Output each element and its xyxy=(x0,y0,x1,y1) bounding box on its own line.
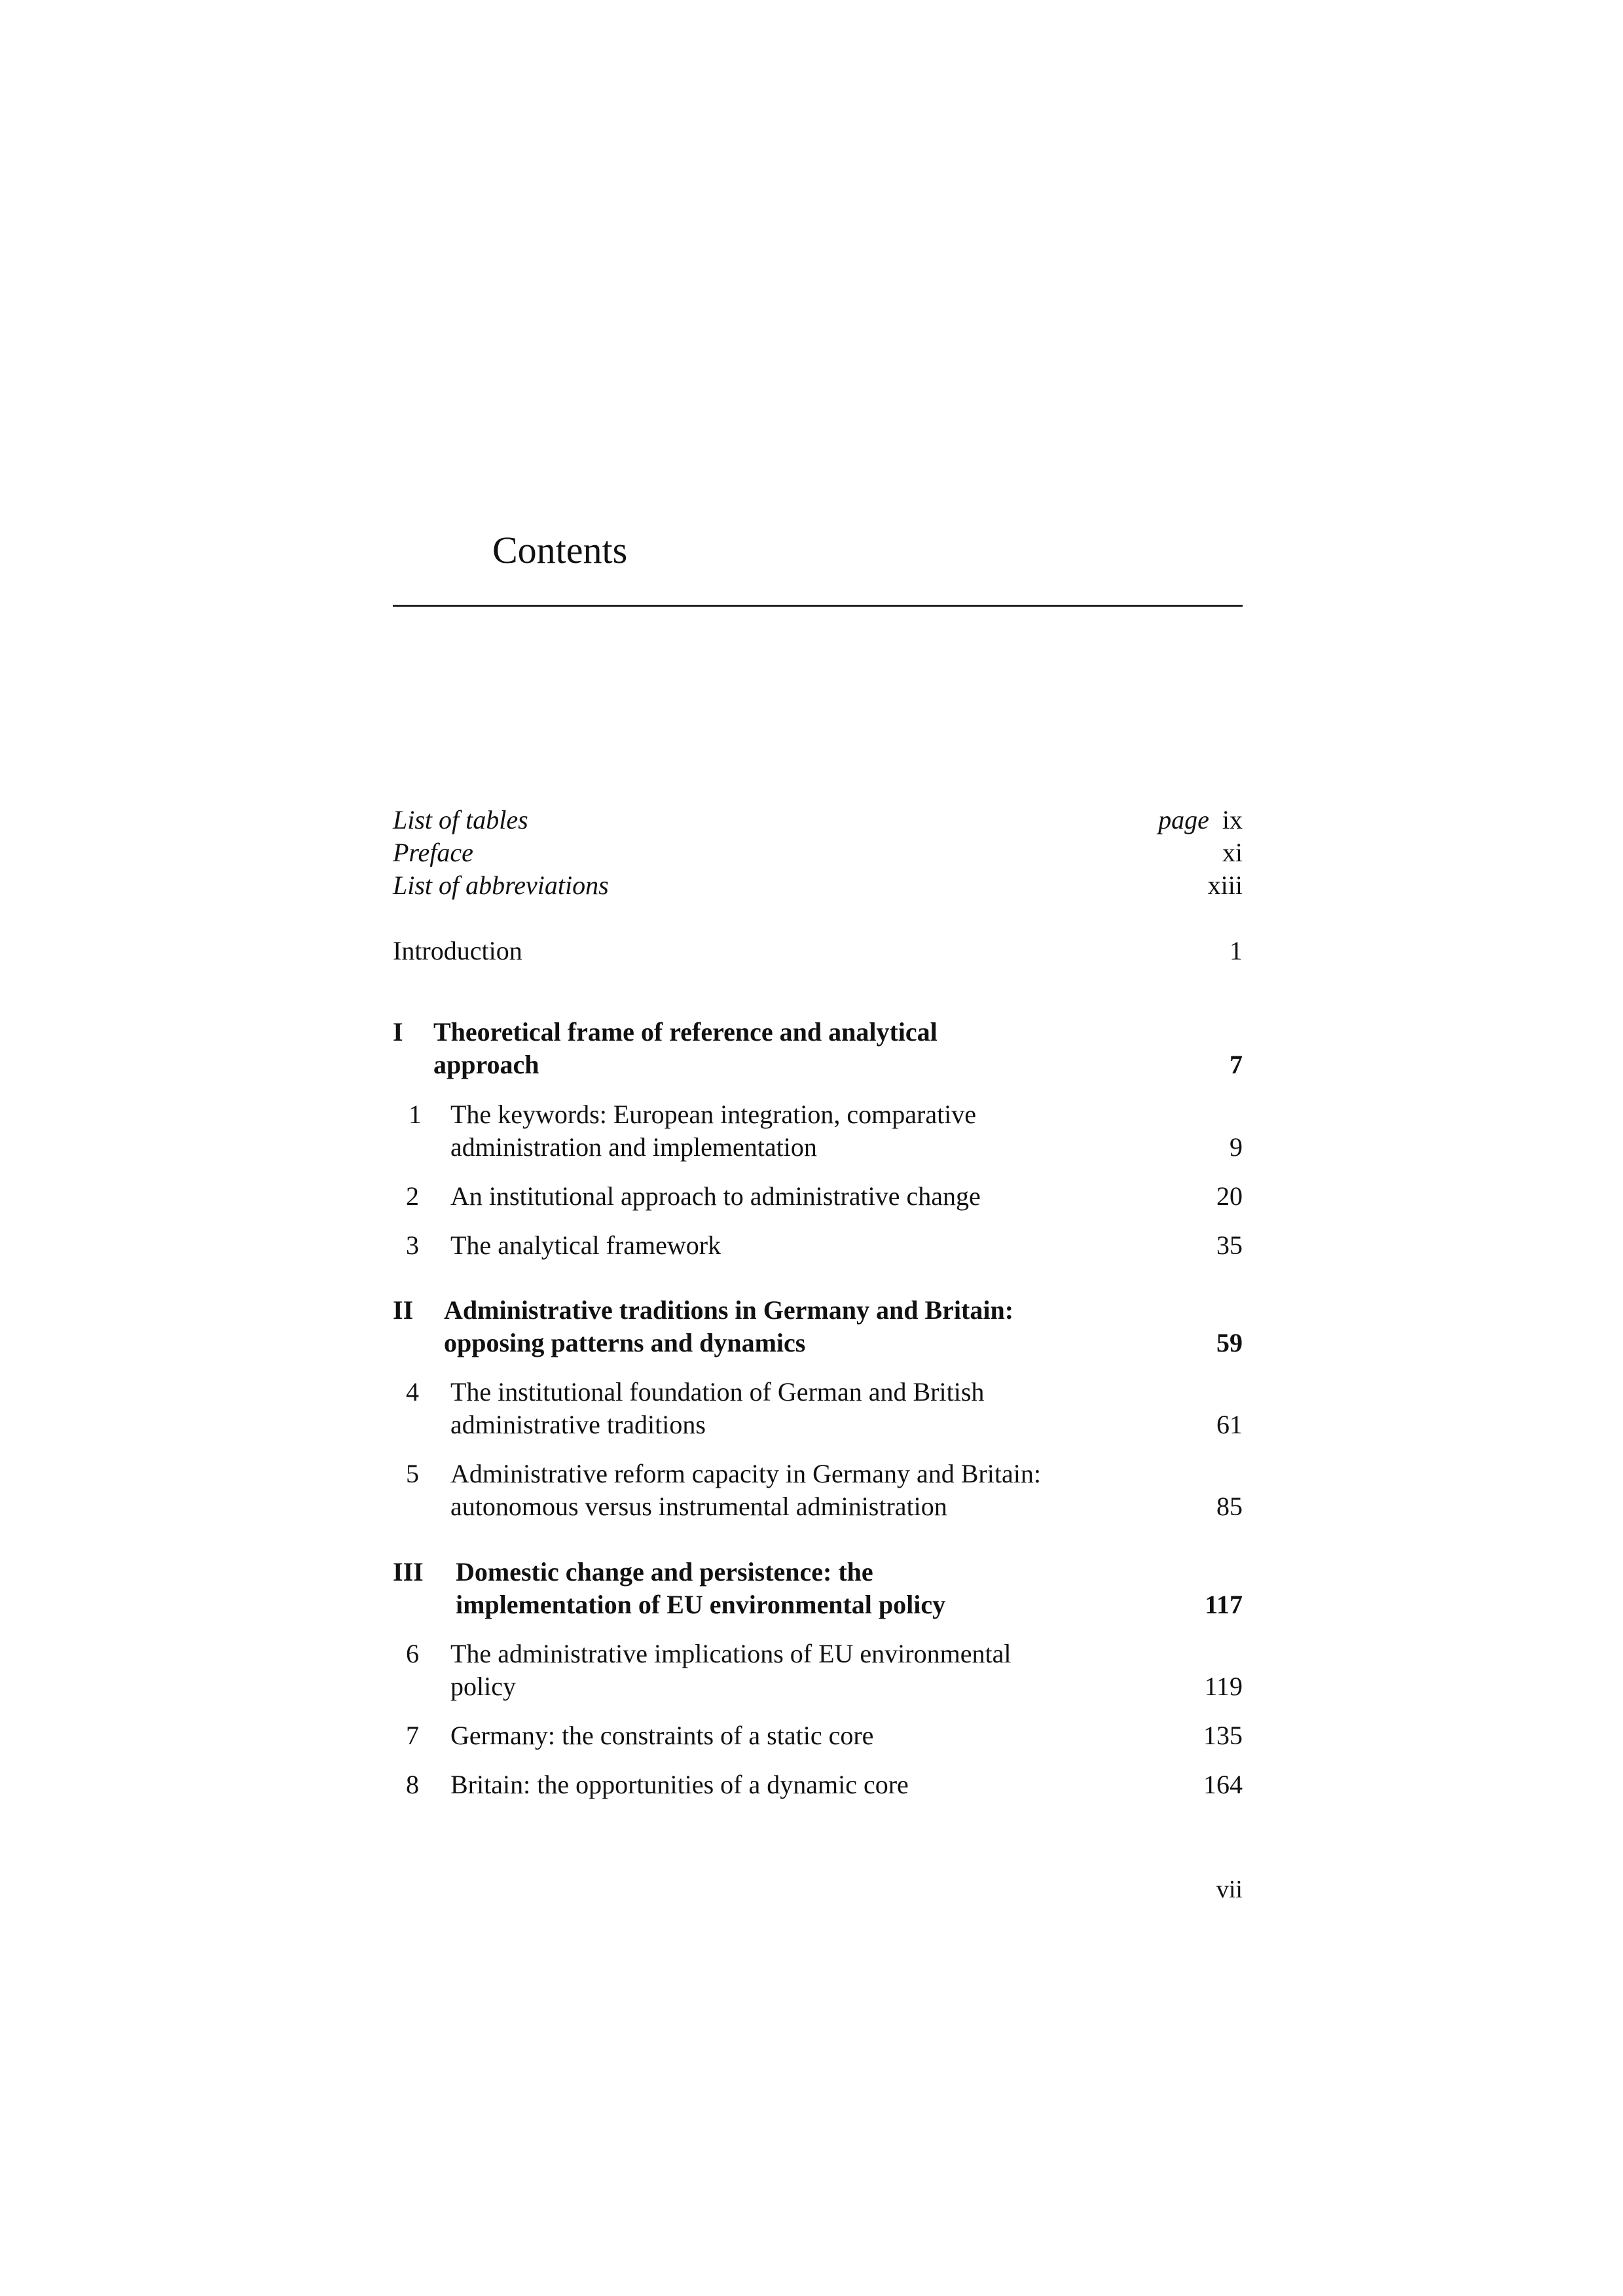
chapter-number: 3 xyxy=(406,1230,419,1260)
chapter-title-line: Germany: the constraints of a static core xyxy=(450,1721,874,1750)
chapter-title-line: The analytical framework xyxy=(450,1230,721,1260)
toc-chapter-entry-cont[interactable] xyxy=(393,1490,1243,1523)
toc-part-heading-cont[interactable] xyxy=(393,1327,1243,1359)
chapter-title-line: Britain: the opportunities of a dynamic core xyxy=(450,1770,909,1799)
page-prefix: page xyxy=(1158,805,1209,834)
page-number: ix xyxy=(1222,805,1243,834)
chapter-title-line: The keywords: European integration, comparative xyxy=(450,1100,977,1129)
toc-entry-page: 20 xyxy=(1216,1181,1243,1211)
toc-entry-list-of-abbreviations[interactable] xyxy=(393,869,1243,902)
chapter-number: 8 xyxy=(406,1770,419,1799)
chapter-number: 6 xyxy=(406,1639,419,1668)
toc-part-heading-cont[interactable] xyxy=(393,1588,1243,1621)
chapter-number: 2 xyxy=(406,1181,419,1211)
toc-part-heading[interactable] xyxy=(393,1294,1243,1327)
toc-chapter-entry[interactable] xyxy=(393,1719,1243,1752)
toc-part-heading[interactable] xyxy=(393,1016,1243,1049)
part-numeral: III xyxy=(393,1557,424,1587)
toc-entry-page: xiii xyxy=(1207,870,1243,900)
chapter-title-line: The institutional foundation of German and British xyxy=(450,1377,985,1407)
toc-entry-page xyxy=(1158,804,1243,836)
chapter-title-line: An institutional approach to administrative change xyxy=(450,1181,981,1211)
chapter-number: 5 xyxy=(406,1459,419,1488)
part-title-line: approach xyxy=(433,1050,539,1079)
toc-entry-page: 164 xyxy=(1203,1770,1243,1799)
toc-chapter-entry-cont[interactable] xyxy=(393,1670,1243,1703)
page-folio: vii xyxy=(1216,1876,1243,1903)
part-title-line: implementation of EU environmental policy xyxy=(456,1590,946,1619)
chapter-number: 4 xyxy=(406,1377,419,1407)
toc-part-heading-cont[interactable] xyxy=(393,1049,1243,1081)
part-title-line: Domestic change and persistence: the xyxy=(456,1557,873,1587)
toc-entry-page: 9 xyxy=(1230,1132,1243,1162)
chapter-number: 7 xyxy=(406,1721,419,1750)
toc-entry-page: 85 xyxy=(1216,1492,1243,1521)
title-rule xyxy=(393,605,1243,607)
toc-entry-page: 119 xyxy=(1204,1672,1243,1701)
page-title: Contents xyxy=(492,529,628,571)
toc-entry-label: List of tables xyxy=(393,805,528,834)
chapter-title-line: The administrative implications of EU environmental xyxy=(450,1639,1012,1668)
toc-entry-label: List of abbreviations xyxy=(393,870,609,900)
toc-chapter-entry[interactable] xyxy=(393,1229,1243,1262)
chapter-title-line: policy xyxy=(450,1672,516,1701)
toc-entry-label: Introduction xyxy=(393,936,522,965)
chapter-number: 1 xyxy=(409,1100,422,1129)
part-title-line: opposing patterns and dynamics xyxy=(444,1328,806,1357)
toc-chapter-entry-cont[interactable] xyxy=(393,1131,1243,1164)
toc-entry-page: 61 xyxy=(1216,1410,1243,1439)
part-numeral: II xyxy=(393,1295,414,1325)
part-numeral: I xyxy=(393,1017,403,1047)
chapter-title-line: administrative traditions xyxy=(450,1410,706,1439)
toc-entry-page: 35 xyxy=(1216,1230,1243,1260)
toc-entry-page: 1 xyxy=(1230,936,1243,965)
toc-entry-label: Preface xyxy=(393,838,473,867)
toc-chapter-entry[interactable] xyxy=(393,1376,1243,1408)
toc-part-heading[interactable] xyxy=(393,1556,1243,1588)
part-title-line: Theoretical frame of reference and analytical xyxy=(433,1017,938,1047)
toc-chapter-entry[interactable] xyxy=(393,1638,1243,1670)
toc-chapter-entry[interactable] xyxy=(393,1180,1243,1213)
toc-chapter-entry[interactable] xyxy=(393,1098,1243,1131)
toc-entry-preface[interactable] xyxy=(393,836,1243,869)
chapter-title-line: administration and implementation xyxy=(450,1132,817,1162)
toc-entry-page: 7 xyxy=(1230,1050,1243,1079)
chapter-title-line: autonomous versus instrumental administration xyxy=(450,1492,947,1521)
toc-chapter-entry[interactable] xyxy=(393,1768,1243,1801)
toc-entry-introduction[interactable] xyxy=(393,935,1243,967)
toc-entry-page: 135 xyxy=(1203,1721,1243,1750)
toc-entry-page: 117 xyxy=(1205,1590,1243,1619)
toc-entry-page: 59 xyxy=(1216,1328,1243,1357)
chapter-title-line: Administrative reform capacity in Germany and Britain: xyxy=(450,1459,1041,1488)
toc-chapter-entry-cont[interactable] xyxy=(393,1408,1243,1441)
toc-entry-page: xi xyxy=(1222,838,1243,867)
part-title-line: Administrative traditions in Germany and Britain: xyxy=(444,1295,1014,1325)
toc-chapter-entry[interactable] xyxy=(393,1458,1243,1490)
toc-entry-list-of-tables[interactable] xyxy=(393,804,1243,836)
